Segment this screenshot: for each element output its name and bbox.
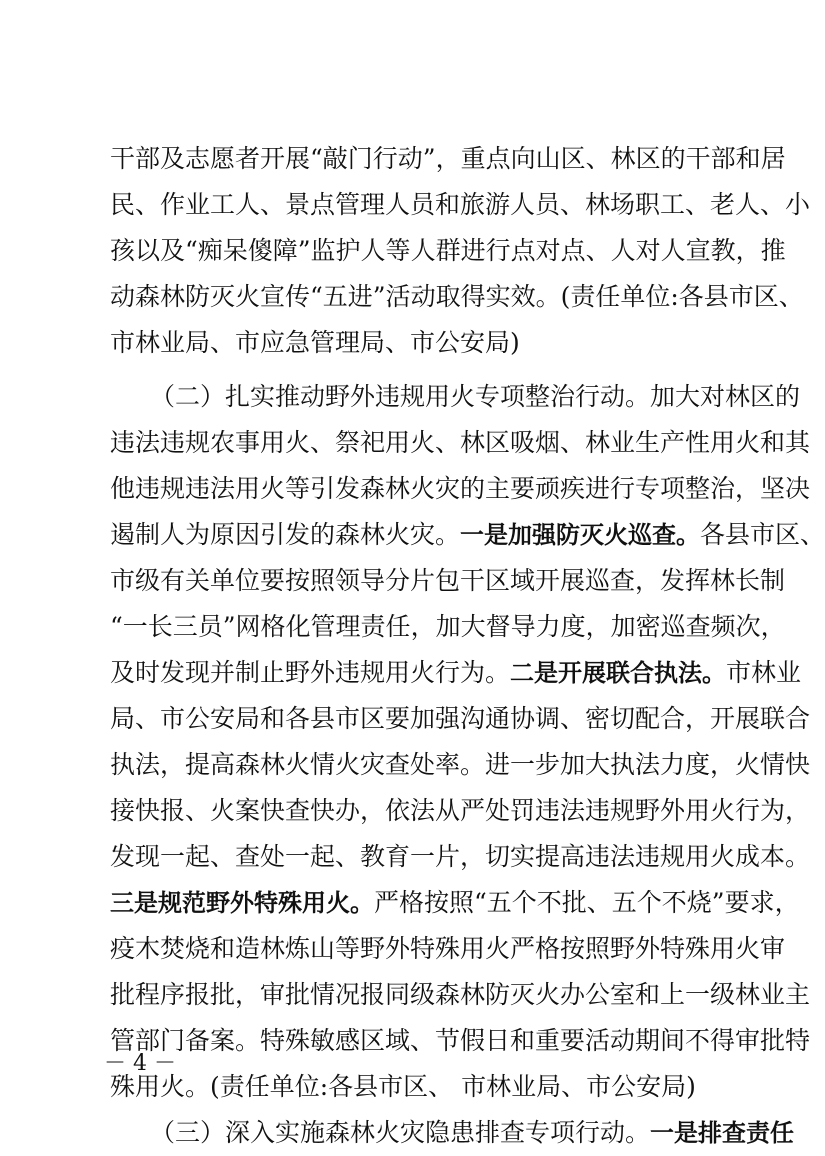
section-two-heading-line: （二）扎实推动野外违规用火专项整治行动。加大对林区的 — [150, 382, 801, 411]
text-line: 发现一起、查处一起、教育一片，切实提高违法违规用火成本。 — [110, 842, 811, 871]
section-three-heading-line — [150, 1110, 795, 1156]
text-line: “一长三员”网格化管理责任，加大督导力度，加密巡查频次， — [110, 612, 786, 641]
line-text: 严格按照“五个不批、五个不烧”要求， — [374, 888, 800, 917]
text-line: 孩以及“痴呆傻障”监护人等人群进行点对点、人对人宣教，推 — [110, 236, 786, 265]
text-line: 殊用火。(责任单位:各县市区、 市林业局、市公安局) — [110, 1072, 696, 1101]
line-text: 及时发现并制止野外违规用火行为。 — [110, 658, 511, 687]
text-line: 民、作业工人、景点管理人员和旅游人员、林场职工、老人、小 — [110, 190, 811, 219]
text-line: 接快报、火案快查快办，依法从严处罚违法违规野外用火行为， — [110, 796, 811, 825]
text-line: 违法违规农事用火、祭祀用火、林区吸烟、林业生产性用火和其 — [110, 428, 811, 457]
line-text: 市林业 — [726, 658, 802, 687]
bold-point-one: 一是加强防灭火巡查。 — [460, 521, 701, 549]
line-text: 遏制人为原因引发的森林火灾。 — [110, 520, 461, 549]
bold-point-two: 二是开展联合执法。 — [510, 659, 727, 687]
text-line: 管部门备案。特殊敏感区域、节假日和重要活动期间不得审批特 — [110, 1026, 811, 1055]
text-line: 他违规违法用火等引发森林火灾的主要顽疾进行专项整治，坚决 — [110, 474, 811, 503]
text-line — [110, 880, 800, 926]
text-line: 市林业局、市应急管理局、市公安局) — [110, 328, 520, 357]
text-line: 动森林防灭火宣传“五进”活动取得实效。(责任单位:各县市区、 — [110, 282, 804, 311]
line-text: （三）深入实施森林火灾隐患排查专项行动。 — [150, 1118, 651, 1147]
text-line: 疫木焚烧和造林炼山等野外特殊用火严格按照野外特殊用火审 — [110, 934, 786, 963]
text-line: 干部及志愿者开展“敲门行动”，重点向山区、林区的干部和居 — [110, 144, 786, 173]
text-line — [110, 512, 825, 558]
text-line — [110, 650, 802, 696]
text-line: 市级有关单位要按照领导分片包干区域开展巡查，发挥林长制 — [110, 566, 786, 595]
bold-point-three: 三是规范野外特殊用火。 — [110, 889, 374, 917]
text-line: 批程序报批，审批情况报同级森林防灭火办公室和上一级林业主 — [110, 980, 811, 1009]
text-line: 局、市公安局和各县市区要加强沟通协调、密切配合，开展联合 — [110, 704, 811, 733]
text-line: 执法，提高森林火情火灾查处率。进一步加大执法力度，火情快 — [110, 750, 811, 779]
bold-point-three-one: 一是排查责任 — [650, 1119, 795, 1147]
line-text: 各县市区、 — [700, 520, 825, 549]
page-number: － 4 － — [104, 1051, 176, 1076]
